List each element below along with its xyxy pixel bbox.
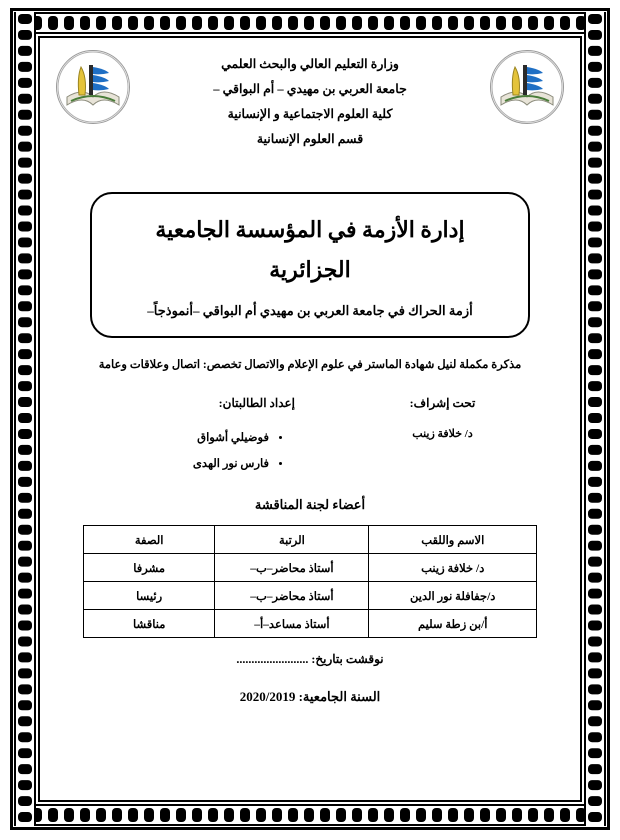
authors-block [60,396,295,477]
column-header-name: الاسم واللقب [369,526,537,554]
decorative-border-right [584,12,606,826]
people-section [46,396,574,477]
cover-content [46,44,574,794]
jury-name: د/جفافلة نور الدين [369,582,537,610]
university-line: جامعة العربي بن مهيدي – أم البواقي – [213,82,407,96]
jury-table [83,525,537,638]
list-item: • فارس نور الهدى [60,451,269,477]
thesis-title-line-1: إدارة الأزمة في المؤسسة الجامعية [155,217,465,242]
jury-role: مناقشا [83,610,214,638]
table-row [83,582,536,610]
thesis-title-line-2: الجزائرية [269,257,351,282]
jury-role: رئيسا [83,582,214,610]
jury-name: د/ خلافة زينب [369,554,537,582]
jury-rank: أستاذ مساعد–أ– [215,610,369,638]
decorative-border-left [14,12,36,826]
thesis-subtitle: أزمة الحراك في جامعة العربي بن مهيدي أم البواقي –أنموذجاً– [147,303,473,318]
jury-role: مشرفا [83,554,214,582]
academic-year-line [46,689,574,705]
supervisor-block [325,396,560,440]
column-header-rank: الرتبة [215,526,369,554]
faculty-line: كلية العلوم الاجتماعية و الإنسانية [227,107,393,121]
jury-rank: أستاذ محاضر–ب– [215,554,369,582]
supervisor-heading: تحت إشراف: [409,396,476,410]
defense-date-line: نوقشت بتاريخ: ........................ [236,652,384,666]
academic-year-label: السنة الجامعية: [298,689,381,704]
document-header [46,44,574,184]
university-logo-icon [490,50,564,124]
column-header-role: الصفة [83,526,214,554]
list-item: • فوضيلي أشواق [60,425,269,451]
decorative-border-top [14,12,606,34]
authors-list [60,425,295,477]
ministry-line: وزارة التعليم العالي والبحث العلمي [221,57,399,71]
table-row [83,610,536,638]
table-header-row [83,526,536,554]
authors-heading: إعداد الطالبتان: [218,396,295,410]
jury-section-title: أعضاء لجنة المناقشة [254,497,366,512]
decorative-border-bottom [14,804,606,826]
university-logo-icon [56,50,130,124]
jury-name: أ/بن زطة سليم [369,610,537,638]
title-box [90,192,530,338]
department-line: قسم العلوم الإنسانية [256,132,364,146]
table-row [83,554,536,582]
jury-rank: أستاذ محاضر–ب– [215,582,369,610]
academic-year-value: 2020/2019 [239,689,296,704]
degree-statement: مذكرة مكملة لنيل شهادة الماستر في علوم الإعلام والاتصال تخصص: اتصال وعلاقات وعامة [98,359,522,371]
supervisor-name: د/ خلافة زينب [412,428,473,440]
